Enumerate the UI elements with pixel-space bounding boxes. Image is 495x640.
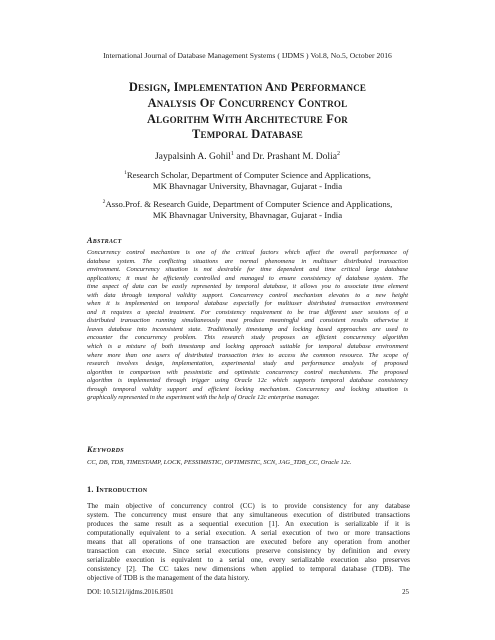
abstract-line: Concurrency control mechanism is one of the critical factors which affect the overall performance of bbox=[87, 249, 408, 256]
introduction-line: transaction can execute. Since serial executions preserve consistency by definition and every bbox=[87, 547, 410, 556]
abstract-line: research involves design, implementation, experimental study and performance analysis of proposed bbox=[87, 360, 408, 368]
abstract-line: when it is implemented on temporal database especially for multiuser distributed transaction environment bbox=[87, 300, 408, 308]
affiliation-marker: 2 bbox=[102, 199, 106, 206]
introduction-line: system. The concurrency must ensure that any simultaneous execution of distributed transactions bbox=[87, 511, 410, 520]
abstract-line: time aspect of data can be easily represented by temporal database, it allows you to associate time element bbox=[87, 283, 408, 291]
paper-title bbox=[60, 80, 435, 143]
abstract-line: distributed transaction running simultaneously must produce meaningful and consistent results otherwise it bbox=[87, 317, 408, 325]
introduction-line: produces the same result as a sequential execution [1]. An execution is serializable if it is bbox=[87, 520, 410, 529]
introduction-line: computationally equivalent to a serial execution. A serial execution of two or more transactions bbox=[87, 529, 410, 538]
affiliation-line: MK Bhavnagar University, Bhavnagar, Gujarat - India bbox=[152, 210, 343, 220]
affiliation-line: MK Bhavnagar University, Bhavnagar, Gujarat - India bbox=[152, 181, 343, 191]
abstract-line: algorithm is implemented through trigger using Oracle 12c which supports temporal database consistency bbox=[87, 377, 408, 385]
author-2: and Dr. Prashant M. Dolia bbox=[233, 151, 338, 162]
introduction-heading: 1. Introduction bbox=[87, 485, 148, 494]
abstract-line: environment. Concurrency situation is not desirable for time dependent and time critical large database bbox=[87, 266, 408, 274]
abstract-line: through temporal validity support and efficient locking mechanism. Concurrency and locking situation is bbox=[87, 385, 408, 393]
page-number: 25 bbox=[402, 589, 409, 596]
abstract-line: with data through temporal validity support. Concurrency control mechanism elevates to a new height bbox=[87, 291, 408, 299]
abstract-line: applications; it must be efficiently controlled and managed to ensure consistency of database system. The bbox=[87, 274, 408, 282]
introduction-line: serializable execution is equivalent to a serial one, every serializable execution also preserves bbox=[87, 556, 410, 565]
abstract-line: database system. The conflicting situations are normal phenomena in multiuser distributed transaction bbox=[87, 257, 408, 265]
author-1: Jaypalsinh A. Gohil bbox=[154, 151, 231, 162]
abstract-line: and it requires a special treatment. For consistency requirement to be true different user sessions of a bbox=[87, 308, 408, 316]
abstract-body bbox=[87, 249, 408, 403]
abstract-heading: Abstract bbox=[87, 236, 122, 245]
introduction-line: objective of TDB is the management of the data history. bbox=[87, 574, 250, 583]
introduction-line: The main objective of concurrency control (CC) is to provide consistency for any database bbox=[87, 502, 410, 510]
author-1-marker: 1 bbox=[230, 150, 234, 157]
keywords-heading: Keywords bbox=[87, 445, 124, 454]
author-line bbox=[0, 151, 495, 162]
affiliation-line: Asso.Prof. & Research Guide, Department of Computer Science and Applications, bbox=[105, 199, 393, 209]
affiliation-marker: 1 bbox=[124, 170, 127, 177]
affiliation-1 bbox=[40, 170, 455, 192]
abstract-line: graphically represented in the experiment with the help of Oracle 12c enterprise manager. bbox=[87, 394, 320, 402]
introduction-line: consistency [2]. The CC takes new dimensions when applied to temporal database (TDB). The bbox=[87, 565, 410, 574]
abstract-line: leaves database into inconsistent state. Traditionally timestamp and locking based approaches are used to bbox=[87, 325, 408, 333]
abstract-line: encounter the concurrency problem. This research study proposes an efficient concurrency algorithm bbox=[87, 334, 408, 342]
affiliation-2 bbox=[40, 199, 455, 221]
abstract-line: which is a mixture of both timestamp and locking approach suitable for temporal database environment bbox=[87, 343, 408, 351]
title-line: Analysis Of Concurrency Control bbox=[147, 95, 348, 110]
author-2-marker: 2 bbox=[337, 150, 341, 157]
keywords-body: CC, DB, TDB, TIMESTAMP, LOCK, PESSIMISTIC, OPTIMISTIC, SCN, JAG_TDB_CC, Oracle 12c. bbox=[87, 459, 352, 466]
introduction-body bbox=[87, 502, 410, 583]
doi-footer: DOI: 10.5121/ijdms.2016.8501 bbox=[87, 589, 174, 596]
introduction-line: means that all operations of one transaction are executed before any operation from another bbox=[87, 538, 410, 547]
journal-header: International Journal of Database Management Systems ( IJDMS ) Vol.8, No.5, October 2016 bbox=[103, 51, 392, 60]
title-line: Algorithm With Architecture For bbox=[147, 111, 348, 126]
title-line: Temporal Database bbox=[192, 127, 303, 142]
title-line: Design, Implementation And Performance bbox=[128, 80, 367, 94]
abstract-line: algorithm in comparison with pessimistic and optimistic concurrency control mechanisms. The proposed bbox=[87, 368, 408, 376]
affiliation-line: Research Scholar, Department of Computer Science and Applications, bbox=[126, 170, 371, 180]
abstract-line: where more than one users of distributed transaction tries to access the common resource. The scope of bbox=[87, 351, 408, 359]
